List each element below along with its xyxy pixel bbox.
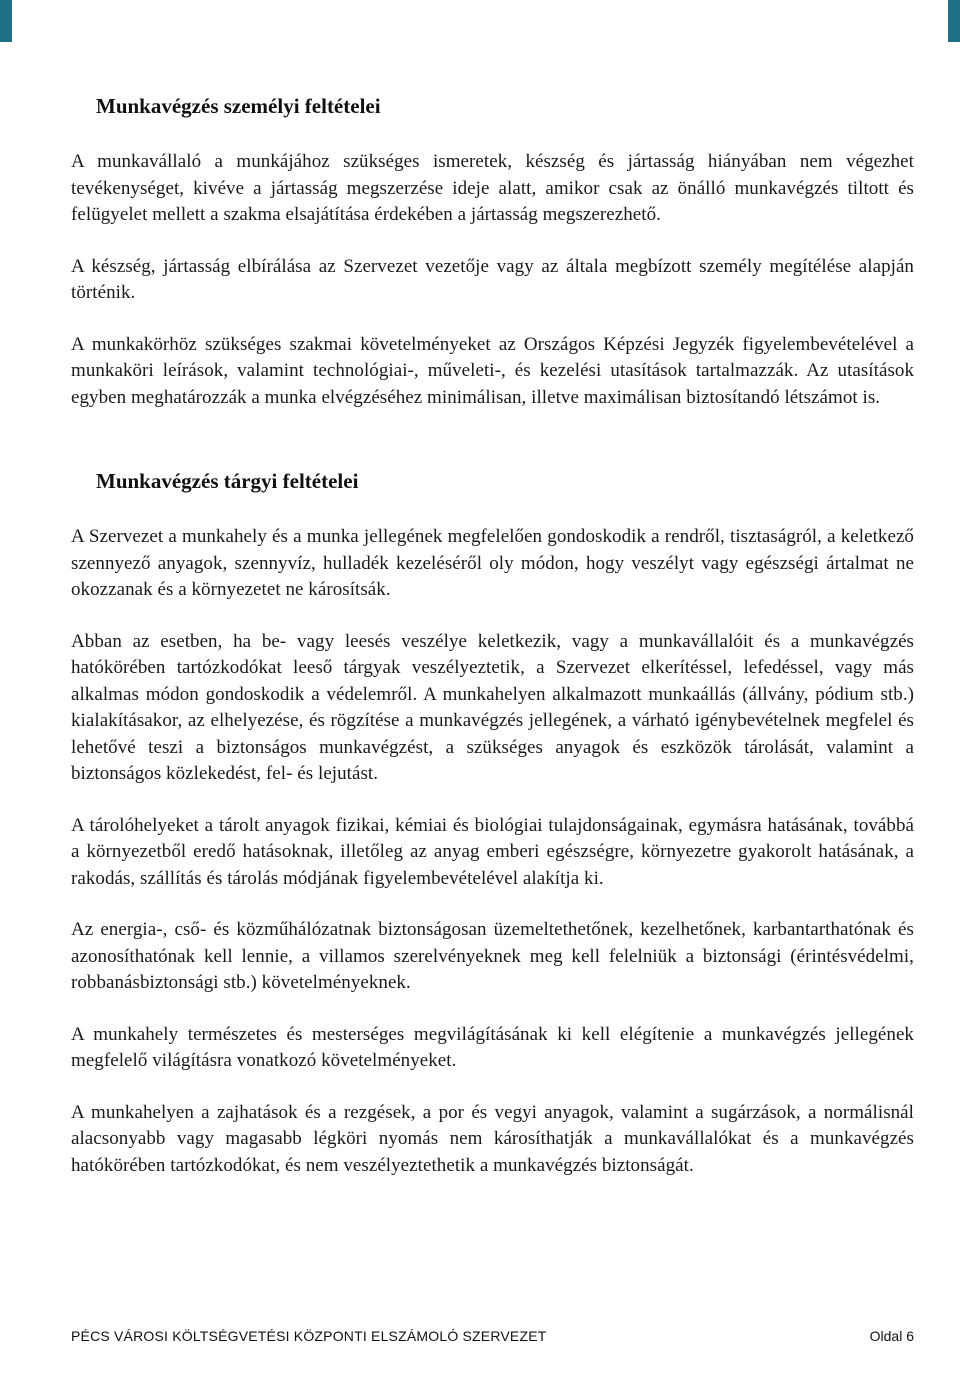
page-footer xyxy=(71,1325,914,1347)
paragraph: A munkakörhöz szükséges szakmai követelményeket az Országos Képzési Jegyzék figyelembevételével a munkaköri leírások, valamint technológiai-, műveleti-, és kezelési utasítások tartalmazzák. Az utasítások egyben meghatározzák a munka elvégzéséhez minimálisan, illetve maximálisan biztosítandó létszámot is. xyxy=(71,333,914,408)
corner-mark-right xyxy=(948,0,960,42)
paragraph: A munkahelyen a zajhatások és a rezgések, a por és vegyi anyagok, valamint a sugárzások, a normálisnál alacsonyabb vagy magasabb légköri nyomás nem károsíthatják a munkavállalókat és a munkavégzés hatókörében tartózkodókat, és nem veszélyeztethetik a munkavégzés biztonságát. xyxy=(71,1101,914,1176)
paragraph: A Szervezet a munkahely és a munka jellegének megfelelően gondoskodik a rendről, tisztaságról, a keletkező szennyező anyagok, szennyvíz, hulladék kezeléséről oly módon, hogy veszélyt vagy egészségi ártalmat ne okozzanak és a környezetet ne károsítsák. xyxy=(71,526,914,600)
footer-page-number: Oldal 6 xyxy=(869,1328,914,1344)
paragraph: A készség, jártasság elbírálása az Szervezet vezetője vagy az általa megbízott személy megítélése alapján történik. xyxy=(71,255,914,303)
section-material-conditions xyxy=(71,467,914,1179)
paragraph: A munkavállaló a munkájához szükséges ismeretek, készség és jártasság hiányában nem végezhet tevékenységet, kivéve a jártasság megszerzése ideje alatt, amikor csak az önálló munkavégzés tiltott és felügyelet mellett a szakma elsajátítása érdekében a jártasság megszerezhető. xyxy=(71,151,914,225)
section-title: Munkavégzés személyi feltételei xyxy=(96,94,381,118)
paragraph: Abban az esetben, ha be- vagy leesés veszélye keletkezik, vagy a munkavállalóit és a munkavégzés hatókörében tartózkodókat leeső tárgyak veszélyeztetik, a Szervezet elkerítéssel, lefedéssel, vagy más alkalmas módon gondoskodik a védelemről. A munkahelyen alkalmazott munkaállás (állvány, pódium stb.) kialakításakor, az elhelyezése, és rögzítése a munkavégzés jellegének, a várható igénybevételnek megfelel és lehetővé teszi a biztonságos munkavégzést, a szükséges anyagok és eszközök tárolását, valamint a biztonságos közlekedést, fel- és lejutást. xyxy=(71,630,914,784)
footer-organization: PÉCS VÁROSI KÖLTSÉGVETÉSI KÖZPONTI ELSZÁMOLÓ SZERVEZET xyxy=(71,1328,547,1344)
paragraph: Az energia-, cső- és közműhálózatnak biztonságosan üzemeltethetőnek, kezelhetőnek, karbantarthatónak és azonosíthatónak kell lennie, a villamos szerelvényeknek meg kell felelniük a biztonsági (érintésvédelmi, robbanásbiztonsági stb.) követelményeknek. xyxy=(71,919,914,993)
section-title: Munkavégzés tárgyi feltételei xyxy=(96,469,359,493)
paragraph: A munkahely természetes és mesterséges megvilágításának ki kell elégítenie a munkavégzés jellegének megfelelő világításra vonatkozó követelményeket. xyxy=(71,1023,914,1071)
corner-mark-left xyxy=(0,0,12,42)
section-personal-conditions xyxy=(71,92,914,411)
document-page xyxy=(71,92,914,1179)
paragraph: A tárolóhelyeket a tárolt anyagok fizikai, kémiai és biológiai tulajdonságainak, egymásra hatásának, továbbá a környezetből eredő hatásoknak, illetőleg az anyag emberi egészségre, környezetre gyakorolt hatásának, a rakodás, szállítás és tárolás módjának figyelembevételével alakítja ki. xyxy=(71,814,914,889)
